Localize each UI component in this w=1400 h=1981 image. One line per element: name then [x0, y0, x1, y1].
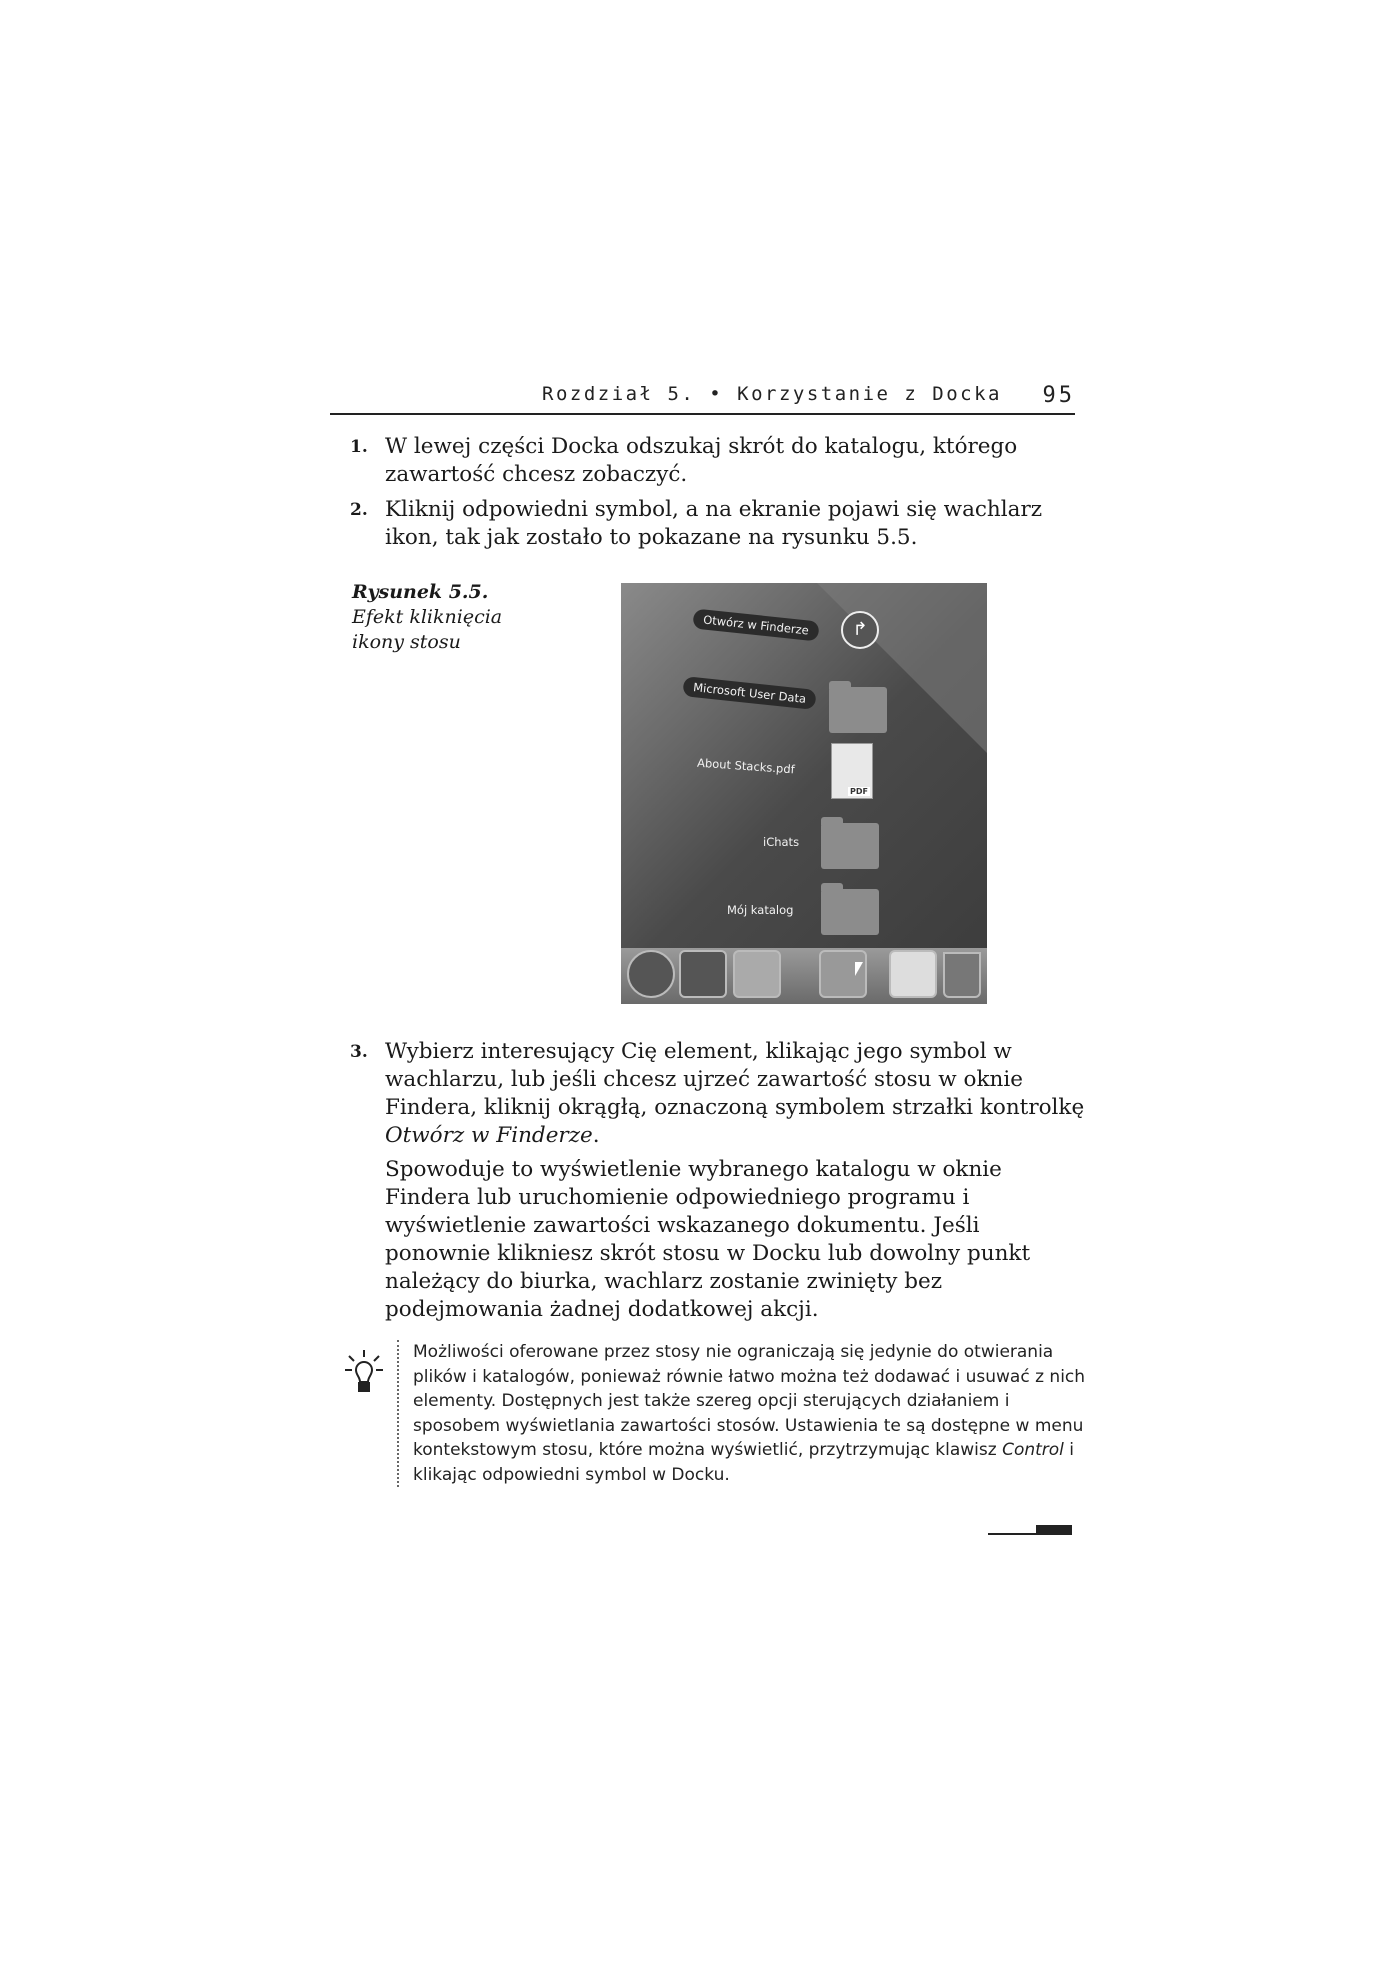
preview-icon[interactable] [733, 950, 781, 998]
open-arrow-icon[interactable]: ↱ [841, 611, 879, 649]
figure-caption-text: Efekt kliknięcia ikony stosu [352, 606, 503, 653]
step-number: 1. [350, 437, 368, 457]
folder-icon[interactable] [829, 687, 887, 733]
document-icon[interactable] [889, 950, 937, 998]
otworz-w-finderze-italic: Otwórz w Finderze [385, 1123, 593, 1148]
trash-icon[interactable] [943, 952, 981, 998]
folder-icon[interactable] [821, 823, 879, 869]
mouse-cursor-icon [855, 962, 863, 976]
ichats-label[interactable]: iChats [763, 835, 800, 849]
step-number: 2. [350, 500, 368, 520]
about-stacks-label[interactable]: About Stacks.pdf [696, 755, 796, 777]
stack-fan-screenshot [621, 583, 987, 1004]
control-key-italic: Control [1002, 1440, 1064, 1460]
pdf-badge: PDF [850, 787, 868, 796]
microsoft-user-data-label[interactable]: Microsoft User Data [682, 676, 817, 710]
moj-katalog-label[interactable]: Mój katalog [727, 903, 794, 917]
page-number: 95 [1042, 383, 1075, 408]
step-text: Wybierz interesujący Cię element, klikając jego symbol w wachlarzu, lub jeśli chcesz ujrzeć zawartość stosu w oknie Findera, kliknij okrągłą, oznaczoną symbolem strzałki kontrolkę Otwórz w Finderze. [385, 1039, 1085, 1148]
folder-icon[interactable] [821, 889, 879, 935]
step-number: 3. [350, 1042, 368, 1062]
pdf-file-icon[interactable] [831, 743, 873, 799]
result-paragraph: Spowoduje to wyświetlenie wybranego katalogu w oknie Findera lub uruchomienie odpowiedniego programu i wyświetlenie zawartości wskazanego dokumentu. Jeśli ponownie klikniesz skrót stosu w Docku lub dowolny punkt należący do biurka, wachlarz zostanie zwinięty bez podejmowania żadnej dodatkowej akcji. [385, 1157, 1031, 1322]
figure-caption [352, 580, 532, 655]
open-in-finder-label[interactable]: Otwórz w Finderze [692, 608, 819, 641]
step-text: W lewej części Docka odszukaj skrót do katalogu, którego zawartość chcesz zobaczyć. [385, 434, 1018, 487]
figure-caption-title: Rysunek 5.5. [352, 581, 489, 603]
end-block [1036, 1525, 1072, 1535]
end-rule [988, 1533, 1036, 1535]
lightbulb-icon [344, 1348, 384, 1398]
system-preferences-icon[interactable] [679, 950, 727, 998]
dock [621, 948, 987, 1004]
chapter-title: Rozdział 5. • Korzystanie z Docka [542, 383, 1002, 405]
step-text: Kliknij odpowiedni symbol, a na ekranie pojawi się wachlarz ikon, tak jak zostało to pokazane na rysunku 5.5. [385, 497, 1043, 550]
page-header [330, 383, 1075, 415]
time-machine-icon[interactable] [627, 950, 675, 998]
tip-box: Możliwości oferowane przez stosy nie ograniczają się jedynie do otwierania plików i katalogów, ponieważ równie łatwo można też dodawać i usuwać z nich elementy. Dostępnych jest także szereg opcji sterujących działaniem i sposobem wyświetlania zawartości stosów. Ustawienia te są dostępne w menu kontekstowym stosu, które można wyświetlić, przytrzymując klawisz Control i klikając odpowiedni symbol w Docku. [397, 1340, 1093, 1487]
